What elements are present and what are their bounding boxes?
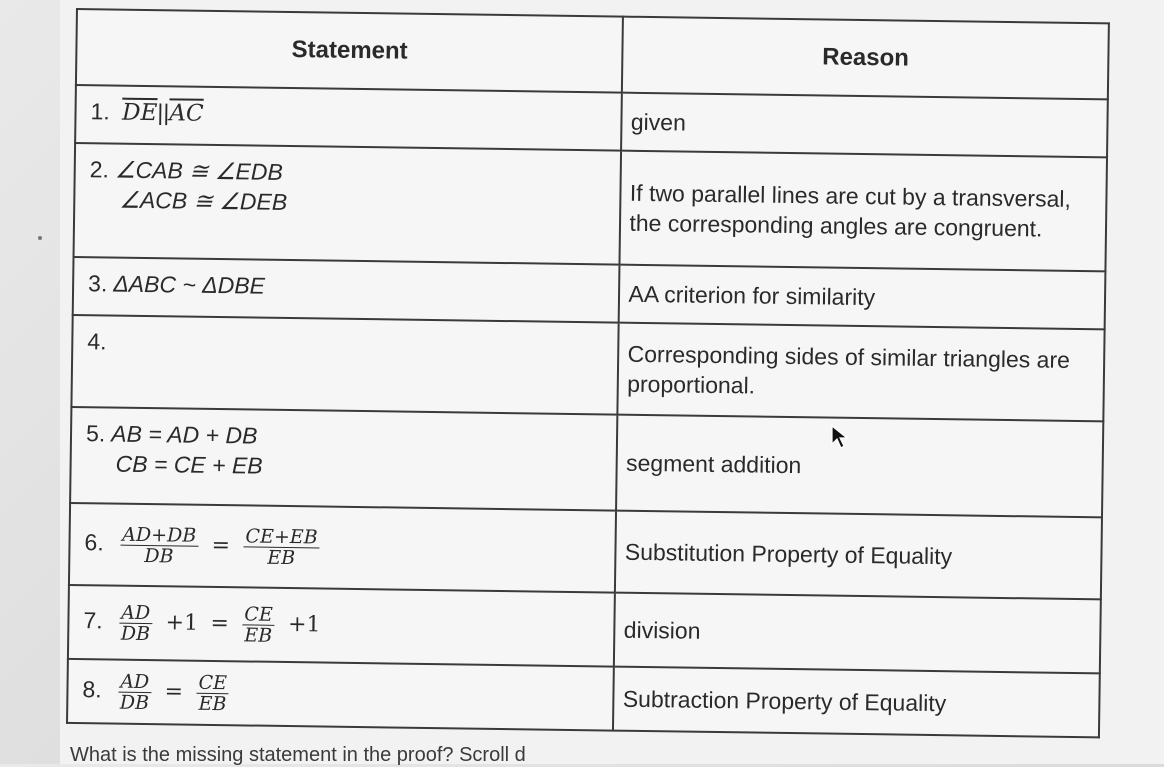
equals-sign: =	[164, 679, 183, 704]
fraction-right	[196, 672, 229, 713]
statement-5	[70, 407, 618, 511]
proof-row-2	[74, 143, 1107, 271]
stray-mark	[38, 236, 42, 240]
step-number: 4.	[87, 328, 107, 354]
statement-line-1: AB = AD + DB	[111, 421, 258, 449]
denominator: EB	[242, 625, 275, 645]
step-number: 8.	[82, 676, 102, 702]
mouse-pointer-icon	[830, 424, 852, 450]
statement-line-2: CB = CE + EB	[85, 448, 602, 485]
statement-1	[75, 85, 622, 151]
question-text: What is the missing statement in the proof? Scroll d	[70, 744, 526, 767]
reason-4: Corresponding sides of similar triangles are proportional.	[618, 323, 1105, 422]
plus-one: +1	[288, 612, 321, 637]
denominator: DB	[119, 623, 152, 643]
numerator: AD+DB	[120, 524, 198, 546]
parallel-symbol: ||	[157, 99, 169, 125]
reason-3: AA criterion for similarity	[619, 265, 1105, 330]
proof-table	[66, 8, 1110, 738]
numerator: CE	[242, 604, 275, 625]
statement-line-1: ΔABC ~ ΔDBE	[113, 271, 265, 299]
step-number: 3.	[88, 270, 108, 296]
proof-row-4	[71, 315, 1104, 421]
proof-row-7	[68, 585, 1101, 673]
denominator: DB	[118, 692, 151, 712]
numerator: AD	[119, 602, 152, 623]
equals-sign: =	[210, 611, 229, 636]
reason-5: segment addition	[616, 415, 1103, 518]
step-number: 5.	[86, 420, 106, 446]
proof-row-6	[69, 503, 1102, 599]
statement-7	[68, 585, 615, 667]
fraction-left	[120, 524, 199, 566]
statement-2	[74, 143, 622, 265]
equals-sign: =	[211, 533, 230, 558]
statement-8	[67, 659, 614, 731]
reason-1: given	[621, 93, 1107, 158]
header-statement: Statement	[76, 9, 623, 93]
reason-6: Substitution Property of Equality	[615, 511, 1102, 600]
step-number: 2.	[90, 156, 110, 182]
statement-6	[69, 503, 616, 593]
numerator: CE	[196, 672, 229, 693]
segment-de: $\overline{DE}$	[122, 100, 158, 126]
denominator: EB	[196, 693, 229, 713]
fraction-left	[119, 602, 153, 643]
statement-3	[73, 257, 620, 323]
denominator: DB	[120, 545, 198, 566]
reason-2: If two parallel lines are cut by a transversal, the corresponding angles are congruent.	[620, 151, 1107, 272]
fraction-right	[243, 526, 320, 568]
denominator: EB	[243, 547, 319, 568]
segment-ac: $\overline{AC}$	[169, 100, 204, 126]
statement-4-missing[interactable]	[71, 315, 619, 415]
proof-row-8	[67, 659, 1100, 737]
numerator: AD	[118, 671, 151, 692]
header-reason: Reason	[622, 17, 1109, 100]
step-number: 6.	[84, 529, 104, 555]
statement-line-1: ∠CAB ≅ ∠EDB	[115, 157, 283, 185]
header-row	[76, 9, 1109, 99]
plus-one: +1	[165, 610, 198, 635]
step-number: 1.	[90, 98, 110, 124]
statement-line-2: ∠ACB ≅ ∠DEB	[89, 184, 606, 221]
numerator: CE+EB	[243, 526, 319, 548]
step-number: 7.	[83, 607, 103, 633]
fraction-left	[118, 671, 152, 712]
fraction-right	[242, 604, 275, 645]
reason-8: Subtraction Property of Equality	[613, 667, 1099, 738]
proof-row-5	[70, 407, 1103, 517]
reason-7: division	[614, 593, 1101, 674]
